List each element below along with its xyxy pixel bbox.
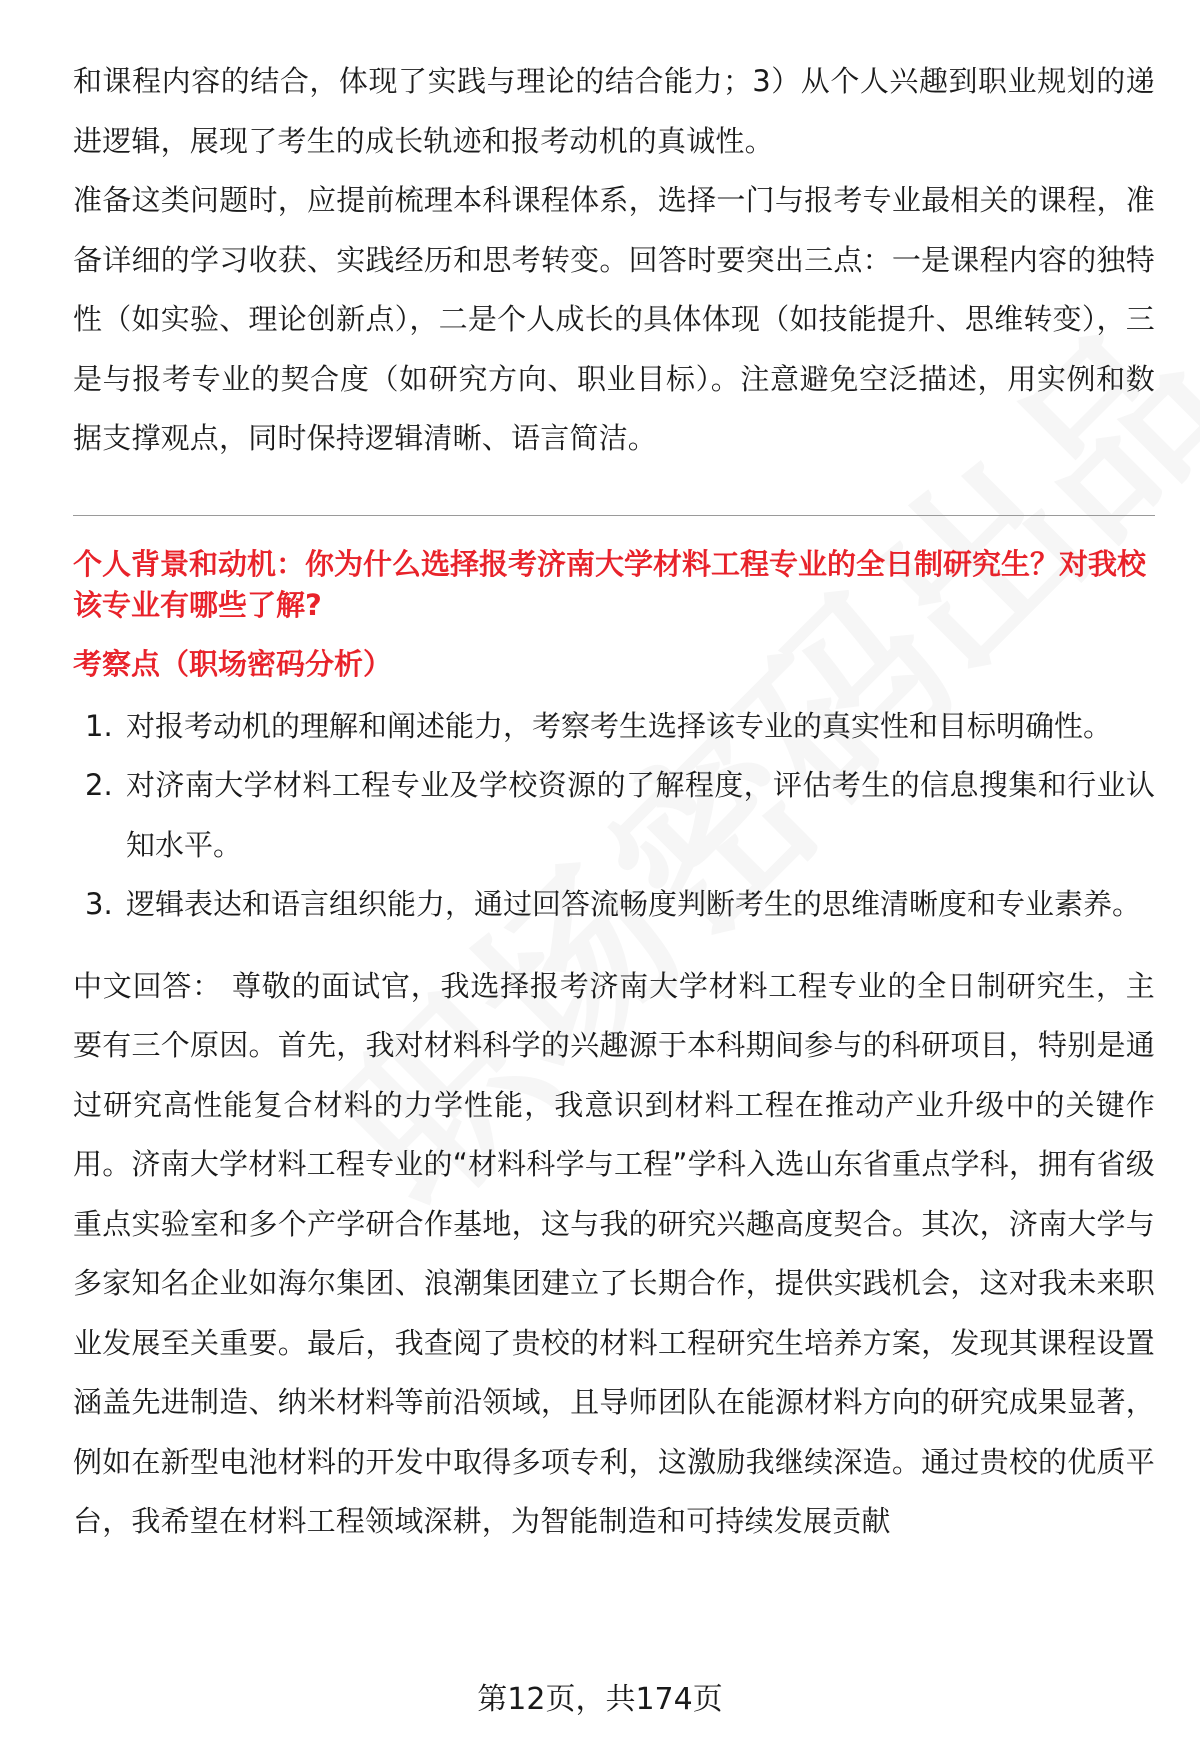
intro-paragraph-1: 和课程内容的结合，体现了实践与理论的结合能力；3）从个人兴趣到职业规划的递进逻辑，展现了考生的成长轨迹和报考动机的真诚性。: [73, 64, 1155, 158]
section-divider: [73, 515, 1155, 516]
answer-paragraph: 中文回答： 尊敬的面试官，我选择报考济南大学材料工程专业的全日制研究生，主要有三个原因。首先，我对材料科学的兴趣源于本科期间参与的科研项目，特别是通过研究高性能复合材料的力学性能，我意识到材料工程在推动产业升级中的关键作用。济南大学材料工程专业的“材料科学与工程”学科入选山东省重点学科，拥有省级重点实验室和多个产学研合作基地，这与我的研究兴趣高度契合。其次，济南大学与多家知名企业如海尔集团、浪潮集团建立了长期合作，提供实践机会，这对我未来职业发展至关重要。最后，我查阅了贵校的材料工程研究生培养方案，发现其课程设置涵盖先进制造、纳米材料等前沿领域，且导师团队在能源材料方向的研究成果显著，例如在新型电池材料的开发中取得多项专利，这激励我继续深造。通过贵校的优质平台，我希望在材料工程领域深耕，为智能制造和可持续发展贡献: [73, 968, 1155, 1538]
intro-paragraph-2: 准备这类问题时，应提前梳理本科课程体系，选择一门与报考专业最相关的课程，准备详细的学习收获、实践经历和思考转变。回答时要突出三点：一是课程内容的独特性（如实验、理论创新点），二是个人成长的具体体现（如技能提升、思维转变），三是与报考专业的契合度（如研究方向、职业目标）。注意避免空泛描述，用实例和数据支撑观点，同时保持逻辑清晰、语言简洁。: [73, 183, 1155, 455]
assessment-points-list: [73, 697, 1155, 935]
list-item: [73, 697, 1155, 757]
list-item-number: 1.: [85, 708, 113, 743]
page-content: [73, 52, 1155, 1552]
list-item-number: 3.: [85, 887, 113, 921]
list-item-text: 对报考动机的理解和阐述能力，考察考生选择该专业的真实性和目标明确性。: [126, 708, 1113, 743]
list-item-number: 2.: [85, 768, 113, 802]
list-item: [73, 875, 1155, 935]
question-title: 个人背景和动机：你为什么选择报考济南大学材料工程专业的全日制研究生？对我校该专业有哪些了解?: [73, 546, 1147, 622]
points-heading: 考察点（职场密码分析）: [73, 646, 393, 681]
list-item-text: 逻辑表达和语言组织能力，通过回答流畅度判断考生的思维清晰度和专业素养。: [126, 887, 1142, 921]
list-item-text: 对济南大学材料工程专业及学校资源的了解程度，评估考生的信息搜集和行业认知水平。: [126, 768, 1155, 862]
list-item: [73, 756, 1155, 875]
page-number: 第12页，共174页: [477, 1682, 723, 1717]
